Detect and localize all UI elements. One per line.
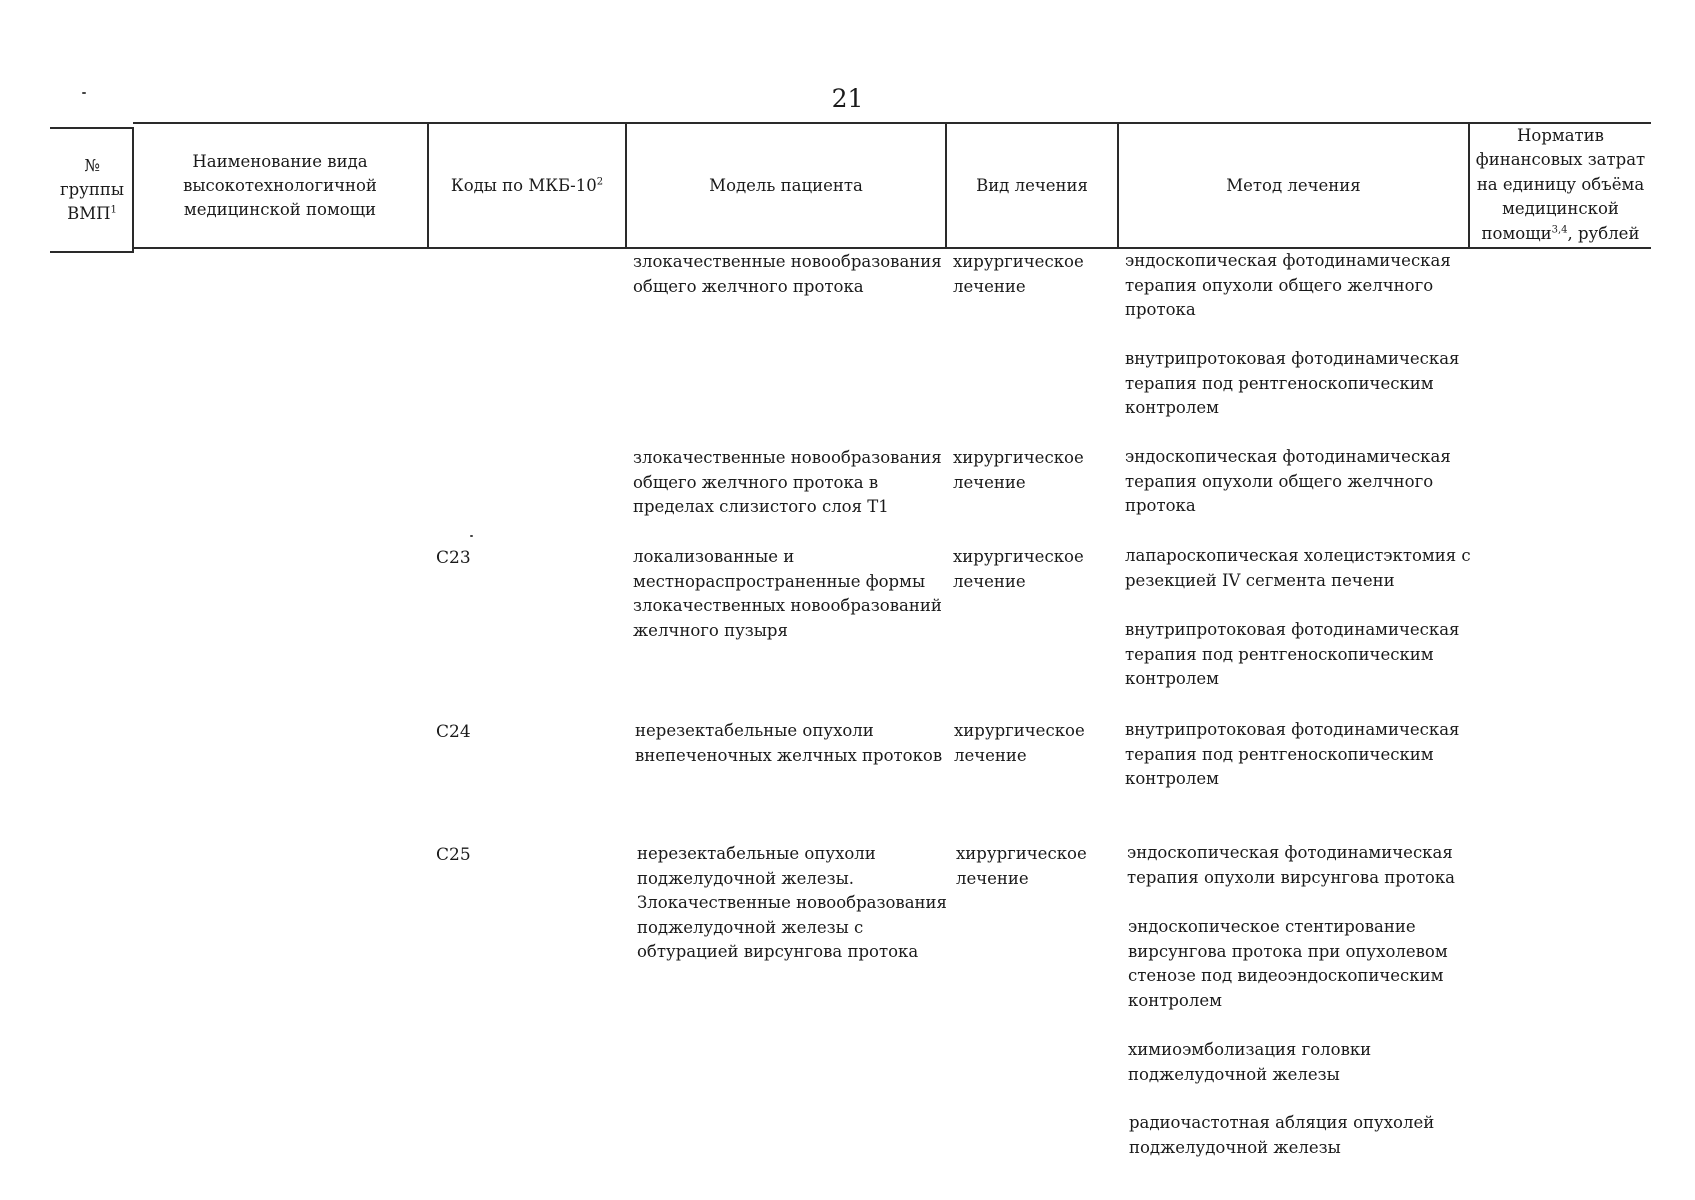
patient-model-cell: нерезектабельные опухоли внепеченочных желчных протоков bbox=[635, 721, 943, 765]
patient-model-cell: локализованные и местнораспространенные формы злокачественных новообразований желчного пузыря bbox=[633, 547, 942, 640]
header-patient-model: Модель пациента bbox=[709, 176, 863, 195]
treatment-type-cell: хирургическое лечение bbox=[953, 252, 1084, 296]
treatment-method-cell: внутрипротоковая фотодинамическая терапия под рентгеноскопическим контролем bbox=[1125, 620, 1460, 689]
header-icd10-codes: Коды по МКБ-$10^2$ bbox=[450, 176, 604, 195]
column-divider bbox=[132, 127, 134, 252]
header-group-number: № группы ВМП$^1$ bbox=[59, 155, 125, 223]
treatment-method-cell: внутрипротоковая фотодинамическая терапия под рентгеноскопическим контролем bbox=[1125, 349, 1460, 418]
treatment-method-cell: эндоскопическая фотодинамическая терапия опухоли общего желчного протока bbox=[1125, 251, 1451, 320]
treatment-type-cell: хирургическое лечение bbox=[953, 448, 1084, 492]
header-financial-norm: Норматив финансовых затрат на единицу объёма медицинской помощи$^{3,4}$, рублей bbox=[1475, 125, 1646, 243]
patient-model-cell: нерезектабельные опухоли поджелудочной железы. Злокачественные новообразования поджелудочной железы с обтурацией вирсунгова протока bbox=[637, 844, 947, 962]
treatment-method-cell: эндоскопическое стентирование вирсунгова протока при опухолевом стенозе под видеоэндоскопическим контролем bbox=[1128, 917, 1448, 1010]
treatment-type-cell: хирургическое лечение bbox=[954, 721, 1085, 765]
header-treatment-type: Вид лечения bbox=[976, 176, 1088, 195]
patient-model-cell: злокачественные новообразования общего желчного протока bbox=[633, 252, 942, 296]
treatment-type-cell: хирургическое лечение bbox=[953, 547, 1084, 591]
treatment-method-cell: эндоскопическая фотодинамическая терапия опухоли вирсунгова протока bbox=[1127, 843, 1455, 887]
header-treatment-method: Метод лечения bbox=[1226, 176, 1361, 195]
treatment-method-cell: эндоскопическая фотодинамическая терапия опухоли общего желчного протока bbox=[1125, 447, 1451, 516]
treatment-type-cell: хирургическое лечение bbox=[956, 844, 1087, 888]
treatment-method-cell: внутрипротоковая фотодинамическая терапия под рентгеноскопическим контролем bbox=[1125, 720, 1460, 789]
scan-speck bbox=[82, 92, 86, 94]
scan-speck bbox=[470, 535, 473, 537]
treatment-method-cell: радиочастотная абляция опухолей поджелудочной железы bbox=[1129, 1113, 1435, 1157]
icd10-code-cell: С24 bbox=[436, 722, 471, 742]
page-number: 21 bbox=[831, 84, 864, 113]
treatment-method-cell: лапароскопическая холецистэктомия с резекцией IV сегмента печени bbox=[1125, 546, 1471, 590]
patient-model-cell: злокачественные новообразования общего желчного протока в пределах слизистого слоя Т1 bbox=[633, 448, 942, 517]
treatment-method-cell: химиоэмболизация головки поджелудочной железы bbox=[1128, 1040, 1372, 1084]
table-header-bottom-rule-left bbox=[50, 251, 134, 253]
icd10-code-cell: С25 bbox=[436, 845, 471, 865]
icd10-code-cell: С23 bbox=[436, 548, 471, 568]
header-care-type-name: Наименование вида высокотехнологичной медицинской помощи bbox=[183, 152, 377, 219]
